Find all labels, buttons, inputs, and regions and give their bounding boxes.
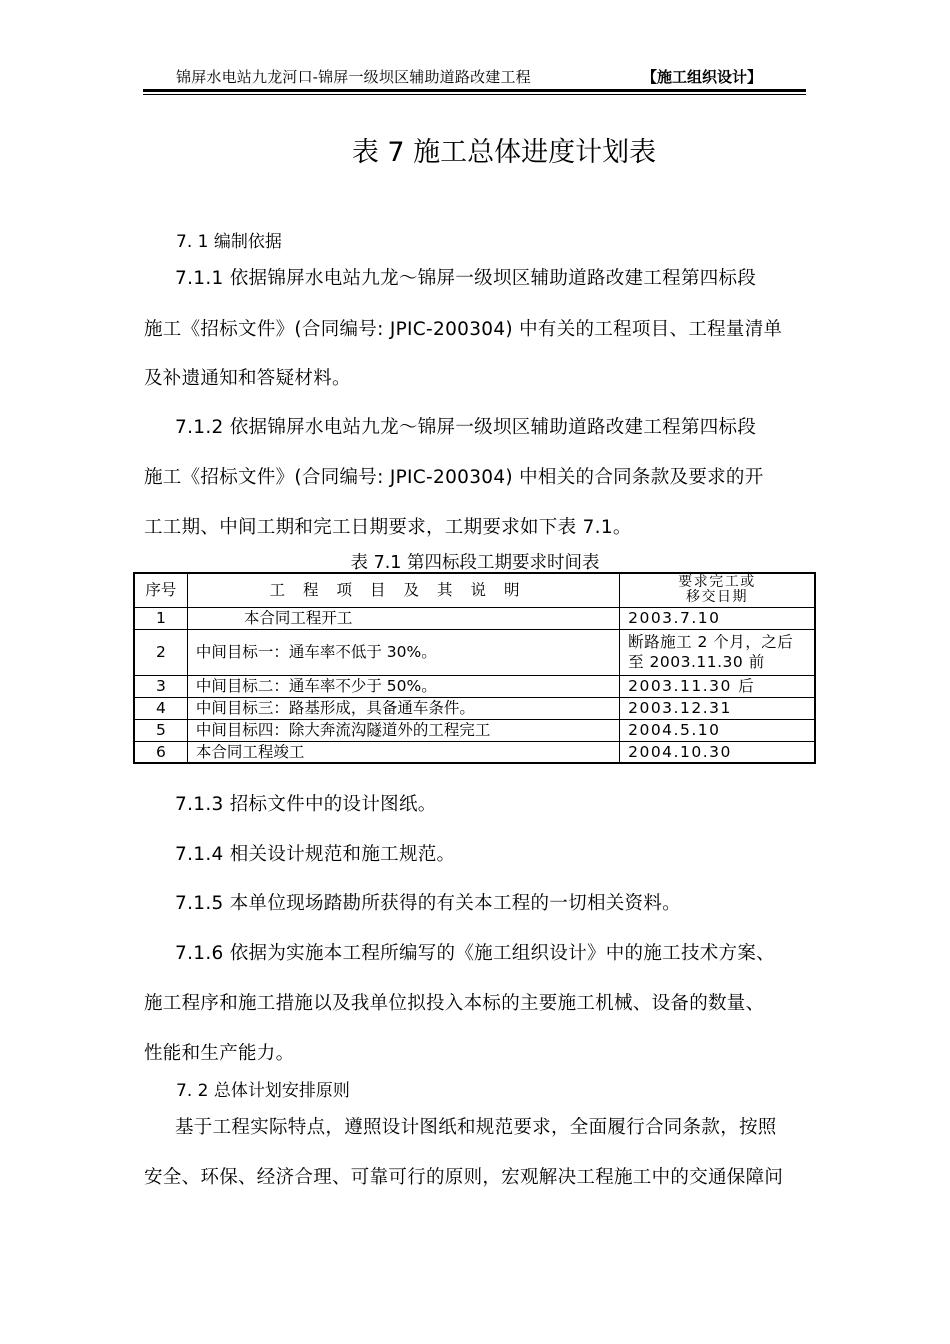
row-desc: 中间目标二：通车率不少于 50%。 [187,675,619,697]
header-rule-thick [143,89,806,92]
para-7-1-1-line3: 及补遗通知和答疑材料。 [144,368,351,389]
schedule-table [133,572,816,764]
row-date: 2004.5.10 [620,719,815,741]
row-desc: 本合同工程开工 [187,607,619,629]
header-date [620,573,815,607]
para-7-1-1-line2: 施工《招标文件》(合同编号: JPIC-200304) 中有关的工程项目、工程量清单 [144,319,783,340]
table-row [134,675,815,697]
para-7-1-1-line1: 7.1.1 依据锦屏水电站九龙～锦屏一级坝区辅助道路改建工程第四标段 [175,268,757,289]
table-row [134,607,815,629]
para-7-1-2-line3: 工工期、中间工期和完工日期要求，工期要求如下表 7.1。 [144,517,632,538]
header-doc-type: 【施工组织设计】 [642,68,763,86]
para-7-2-line2: 安全、环保、经济合理、可靠可行的原则，宏观解决工程施工中的交通保障问 [144,1167,784,1188]
table-caption: 表 7.1 第四标段工期要求时间表 [350,553,600,573]
header-rule-thin [143,94,806,95]
para-7-1-6-line1: 7.1.6 依据为实施本工程所编写的《施工组织设计》中的施工技术方案、 [175,943,775,964]
para-7-1-5: 7.1.5 本单位现场踏勘所获得的有关本工程的一切相关资料。 [175,893,681,914]
para-7-1-6-line3: 性能和生产能力。 [144,1043,295,1064]
para-7-1-2-line2: 施工《招标文件》(合同编号: JPIC-200304) 中相关的合同条款及要求的开 [144,467,764,488]
header-date-line1: 要求完工或 [678,574,756,591]
section-7-1-heading: 7. 1 编制依据 [176,232,282,252]
header-no: 序号 [134,573,187,607]
row-no: 5 [134,719,187,741]
para-7-2-line1: 基于工程实际特点，遵照设计图纸和规范要求，全面履行合同条款，按照 [175,1117,777,1138]
row-desc: 中间目标四：除大奔流沟隧道外的工程完工 [187,719,619,741]
header-project: 锦屏水电站九龙河口-锦屏一级坝区辅助道路改建工程 [176,68,531,86]
row-date [620,629,815,675]
row-no: 3 [134,675,187,697]
row-date: 2003.7.10 [620,607,815,629]
row-date: 2003.12.31 [620,697,815,719]
page-title: 表 7 施工总体进度计划表 [351,137,657,168]
row-no: 2 [134,629,187,675]
table-row [134,741,815,763]
table-header-row [134,573,815,607]
row-no: 6 [134,741,187,763]
row-desc: 中间目标一：通车率不低于 30%。 [187,629,619,675]
para-7-1-2-line1: 7.1.2 依据锦屏水电站九龙～锦屏一级坝区辅助道路改建工程第四标段 [175,417,757,438]
row-desc: 本合同工程竣工 [187,741,619,763]
header-date-line2: 移交日期 [686,589,749,606]
row-date: 2003.11.30 后 [620,675,815,697]
para-7-1-3: 7.1.3 招标文件中的设计图纸。 [175,794,437,815]
row-date-line2: 至 2003.11.30 前 [628,653,765,671]
header-desc: 工程项目及其说明 [187,573,619,607]
row-no: 4 [134,697,187,719]
row-date: 2004.10.30 [620,741,815,763]
row-desc: 中间目标三：路基形成，具备通车条件。 [187,697,619,719]
table-row [134,629,815,675]
table-row [134,697,815,719]
table-row [134,719,815,741]
row-date-line1: 断路施工 2 个月，之后 [628,633,794,651]
para-7-1-4: 7.1.4 相关设计规范和施工规范。 [175,844,456,865]
section-7-2-heading: 7. 2 总体计划安排原则 [176,1081,350,1101]
para-7-1-6-line2: 施工程序和施工措施以及我单位拟投入本标的主要施工机械、设备的数量、 [144,993,765,1014]
row-no: 1 [134,607,187,629]
